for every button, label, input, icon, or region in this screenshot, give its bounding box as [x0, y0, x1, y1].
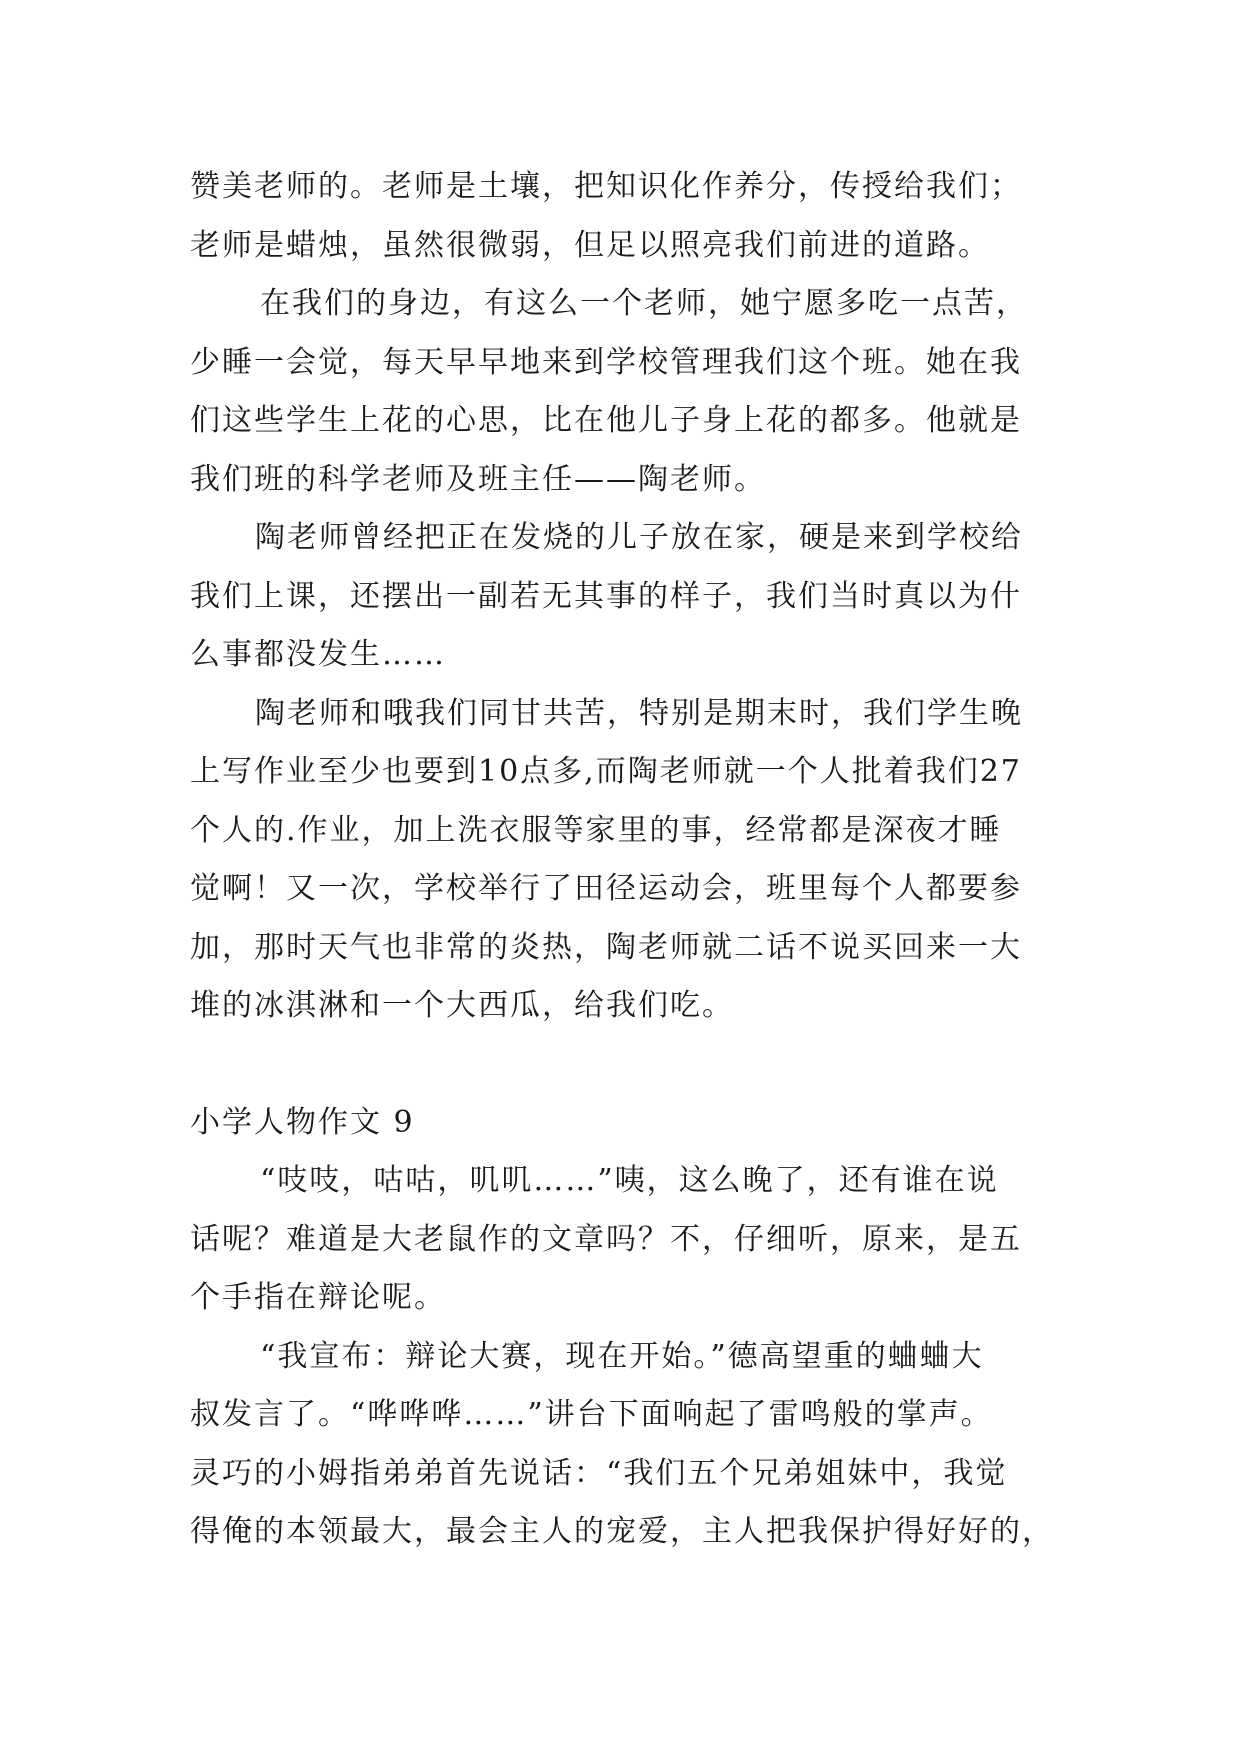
text-line: 灵巧的小姆指弟弟首先说话：“我们五个兄弟姐妹中，我觉: [190, 1455, 1008, 1491]
text-line: 们这些学生上花的心思，比在他儿子身上花的都多。他就是: [190, 403, 1022, 438]
text-line: 在我们的身边，有这么一个老师，她宁愿多吃一点苦，: [260, 286, 1028, 321]
text-line: 我们上课，还摆出一副若无其事的样子，我们当时真以为什: [190, 578, 1022, 614]
paragraph: [190, 275, 1050, 509]
text-line: 得俺的本领最大，最会主人的宠爱，主人把我保护得好好的，: [190, 1514, 1054, 1549]
paragraph: [190, 685, 1050, 1036]
paragraph: [190, 1328, 1054, 1562]
text-line: “吱吱，咕咕，叽叽……”咦，这么晚了，还有谁在说: [260, 1163, 999, 1198]
text-line: 陶老师曾经把正在发烧的儿子放在家，硬是来到学校给: [255, 520, 1023, 555]
text-line: 觉啊！又一次，学校举行了田径运动会，班里每个人都要参: [190, 871, 1022, 906]
paragraph: [190, 158, 1050, 275]
text-line: 赞美老师的。老师是土壤，把知识化作养分，传授给我们；: [190, 169, 1022, 204]
section-title: 小学人物作文 9: [190, 1104, 415, 1140]
text-line: 加，那时天气也非常的炎热，陶老师就二话不说买回来一大: [190, 929, 1022, 965]
text-line: 老师是蜡烛，虽然很微弱，但足以照亮我们前进的道路。: [190, 227, 990, 263]
text-line: 我们班的科学老师及班主任——陶老师。: [190, 461, 766, 497]
document-page: [190, 158, 1054, 1562]
text-line: 个手指在辩论呢。: [190, 1280, 446, 1315]
text-line: 陶老师和哦我们同甘共苦，特别是期末时，我们学生晚: [255, 695, 1023, 731]
text-line: 少睡一会觉，每天早早地来到学校管理我们这个班。她在我: [190, 344, 1022, 380]
text-line: 么事都没发生……: [190, 637, 446, 672]
text-line: 叔发言了。“哗哗哗……”讲台下面响起了雷鸣般的掌声。: [190, 1397, 993, 1432]
section-gap: [190, 1036, 1050, 1094]
text-line: 个人的.作业，加上洗衣服等家里的事，经常都是深夜才睡: [190, 812, 1002, 848]
text-line: 上写作业至少也要到10点多,而陶老师就一个人批着我们27: [190, 754, 1022, 789]
paragraph: [190, 509, 1050, 685]
paragraph: [190, 1152, 1050, 1328]
text-line: 堆的冰淇淋和一个大西瓜，给我们吃。: [190, 988, 734, 1023]
text-line: “我宣布：辩论大赛，现在开始。”德高望重的蛐蛐大: [260, 1338, 984, 1374]
text-line: 话呢？难道是大老鼠作的文章吗？不，仔细听，原来，是五: [190, 1221, 1022, 1257]
